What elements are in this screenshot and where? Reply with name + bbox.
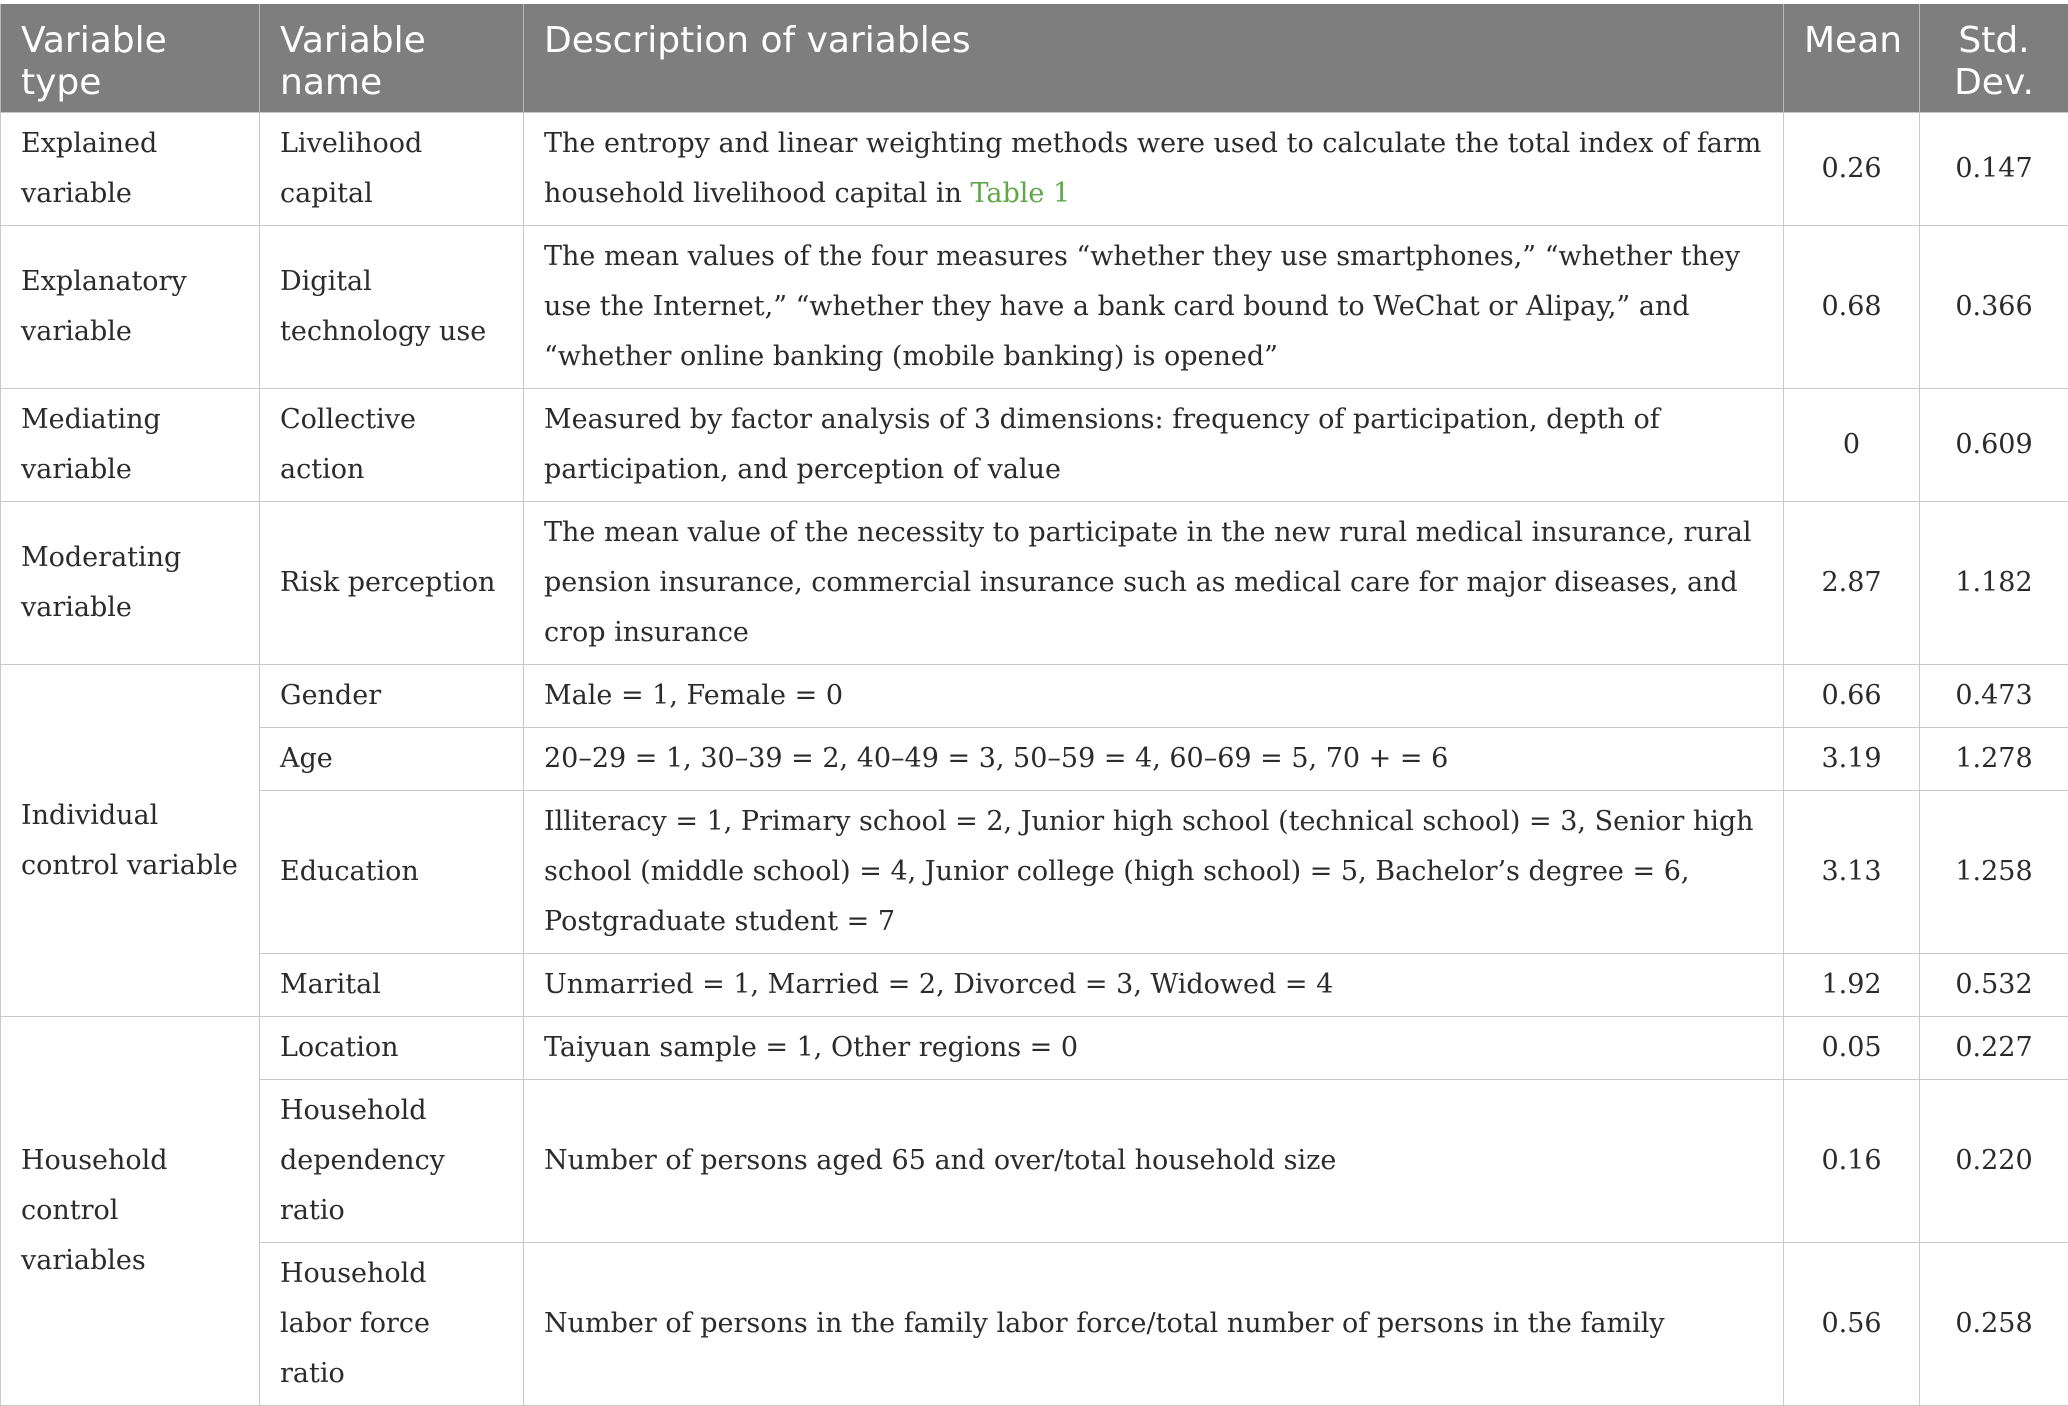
cell-variable-type: Explained variable (1, 113, 260, 226)
table-1-link[interactable]: Table 1 (970, 178, 1070, 209)
cell-variable-type: Household control variables (1, 1017, 260, 1406)
cell-mean: 1.92 (1784, 954, 1920, 1017)
cell-std-dev: 0.147 (1920, 113, 2068, 226)
cell-std-dev: 0.366 (1920, 226, 2068, 389)
header-mean: Mean (1784, 4, 1920, 113)
cell-description: Illiteracy = 1, Primary school = 2, Junior high school (technical school) = 3, Senior high school (middle school) = 4, Junior college (high school) = 5, Bachelor’s degree = 6, Postgraduate student = 7 (524, 791, 1784, 954)
cell-variable-type: Mediating variable (1, 389, 260, 502)
header-variable-name: Variable name (260, 4, 524, 113)
cell-variable-name: Collective action (260, 389, 524, 502)
cell-mean: 0.56 (1784, 1243, 1920, 1406)
header-variable-type: Variable type (1, 4, 260, 113)
cell-description: Number of persons in the family labor force/total number of persons in the family (524, 1243, 1784, 1406)
table-body (1, 113, 2068, 1406)
table-row (1, 1017, 2068, 1080)
cell-variable-type: Moderating variable (1, 502, 260, 665)
cell-variable-type: Explanatory variable (1, 226, 260, 389)
cell-variable-name: Household dependency ratio (260, 1080, 524, 1243)
table-header (1, 4, 2068, 113)
table-row (1, 389, 2068, 502)
variables-table-container (0, 4, 2068, 1406)
cell-variable-name: Digital technology use (260, 226, 524, 389)
cell-description: The mean values of the four measures “whether they use smartphones,” “whether they use the Internet,” “whether they have a bank card bound to WeChat or Alipay,” and “whether online banking (mobile banking) is opened” (524, 226, 1784, 389)
cell-variable-name: Household labor force ratio (260, 1243, 524, 1406)
cell-description: 20–29 = 1, 30–39 = 2, 40–49 = 3, 50–59 = 4, 60–69 = 5, 70 + = 6 (524, 728, 1784, 791)
table-row (1, 728, 2068, 791)
header-std-dev: Std. Dev. (1920, 4, 2068, 113)
cell-std-dev: 1.258 (1920, 791, 2068, 954)
cell-variable-name: Gender (260, 665, 524, 728)
cell-description: The mean value of the necessity to participate in the new rural medical insurance, rural pension insurance, commercial insurance such as medical care for major diseases, and crop insurance (524, 502, 1784, 665)
cell-description: Unmarried = 1, Married = 2, Divorced = 3, Widowed = 4 (524, 954, 1784, 1017)
table-row (1, 113, 2068, 226)
table-row (1, 791, 2068, 954)
cell-mean: 3.13 (1784, 791, 1920, 954)
cell-variable-name: Age (260, 728, 524, 791)
description-text: The entropy and linear weighting methods were used to calculate the total index of farm household livelihood capital in (544, 128, 1761, 209)
cell-mean: 0.68 (1784, 226, 1920, 389)
table-row (1, 1243, 2068, 1406)
cell-variable-name: Risk perception (260, 502, 524, 665)
cell-description: Male = 1, Female = 0 (524, 665, 1784, 728)
cell-mean: 0 (1784, 389, 1920, 502)
table-row (1, 226, 2068, 389)
cell-variable-name: Education (260, 791, 524, 954)
cell-std-dev: 0.609 (1920, 389, 2068, 502)
cell-std-dev: 0.227 (1920, 1017, 2068, 1080)
cell-mean: 0.66 (1784, 665, 1920, 728)
cell-variable-name: Marital (260, 954, 524, 1017)
cell-mean: 0.05 (1784, 1017, 1920, 1080)
variables-table (0, 4, 2068, 1406)
cell-std-dev: 1.278 (1920, 728, 2068, 791)
cell-mean: 0.26 (1784, 113, 1920, 226)
header-row (1, 4, 2068, 113)
cell-std-dev: 0.220 (1920, 1080, 2068, 1243)
cell-description (524, 113, 1784, 226)
cell-variable-name: Livelihood capital (260, 113, 524, 226)
cell-std-dev: 1.182 (1920, 502, 2068, 665)
cell-mean: 0.16 (1784, 1080, 1920, 1243)
cell-std-dev: 0.532 (1920, 954, 2068, 1017)
cell-variable-type: Individual control variable (1, 665, 260, 1017)
cell-description: Number of persons aged 65 and over/total household size (524, 1080, 1784, 1243)
cell-std-dev: 0.258 (1920, 1243, 2068, 1406)
header-description: Description of variables (524, 4, 1784, 113)
table-row (1, 665, 2068, 728)
table-row (1, 1080, 2068, 1243)
table-row (1, 954, 2068, 1017)
cell-mean: 3.19 (1784, 728, 1920, 791)
cell-variable-name: Location (260, 1017, 524, 1080)
cell-mean: 2.87 (1784, 502, 1920, 665)
table-row (1, 502, 2068, 665)
cell-description: Measured by factor analysis of 3 dimensions: frequency of participation, depth of participation, and perception of value (524, 389, 1784, 502)
cell-std-dev: 0.473 (1920, 665, 2068, 728)
cell-description: Taiyuan sample = 1, Other regions = 0 (524, 1017, 1784, 1080)
